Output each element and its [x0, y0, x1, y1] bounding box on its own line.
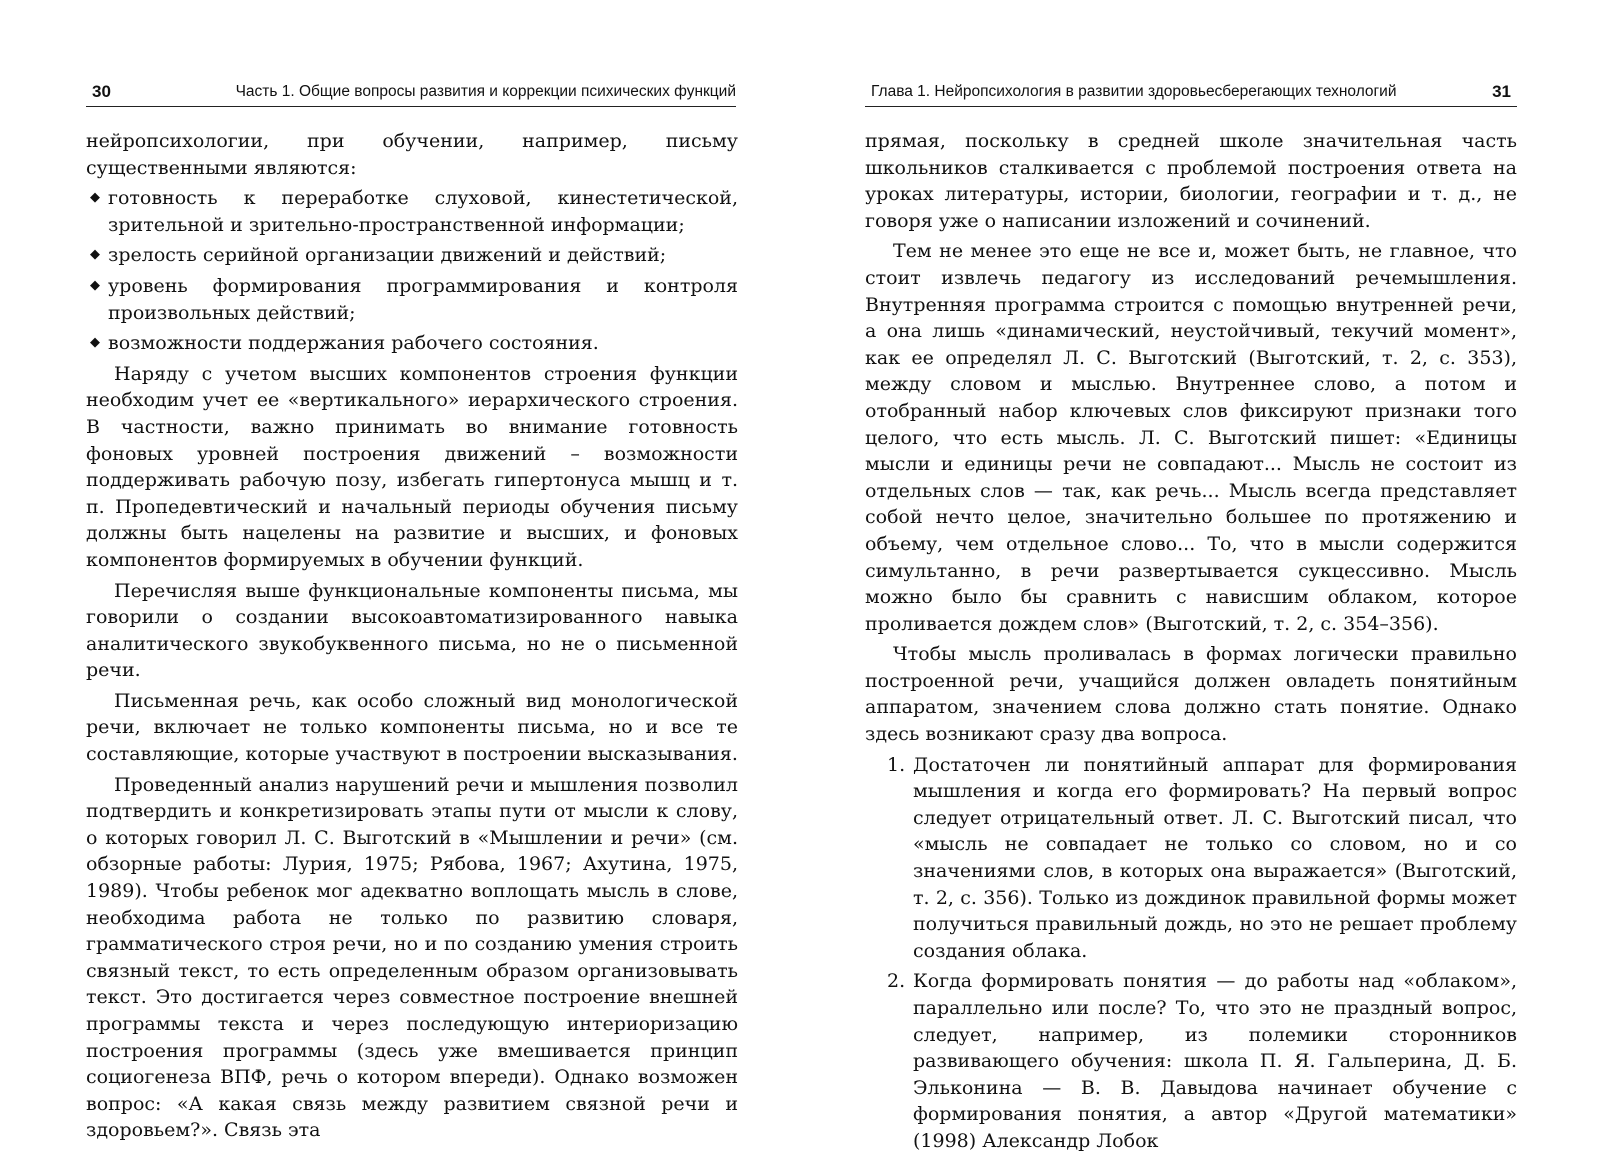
- right-running-head-title: Глава 1. Нейропсихология в развитии здоровьесберегающих технологий: [871, 83, 1397, 100]
- left-page: [0, 0, 800, 1175]
- diamond-bullet-icon: ◆: [90, 335, 100, 351]
- bullet-item: [86, 242, 738, 269]
- left-paragraph: Проведенный анализ нарушений речи и мышления позволил подтвердить и конкретизировать этапы пути от мысли к слову, о которых говорил Л. С. Выготский в «Мышлении и речи» (см. обзорные работы: Лурия, 1975; Рябова, 1967; Ахутина, 1975, 1989). Чтобы ребенок мог адекватно воплощать мысль в слове, необходима работа не только по развитию словаря, грамматического строя речи, но и по созданию умения строить связный текст, то есть определенным образом организовывать текст. Это достигается через совместное построение внешней программы текста и через последующую интериоризацию построения программы (здесь уже вмешивается принцип социогенеза ВПФ, речь о котором впереди). Однако возможен вопрос: «А какая связь между развитием связной речи и здоровьем?». Связь эта: [86, 773, 738, 1142]
- left-paragraph: Наряду с учетом высших компонентов строения функции необходим учет ее «вертикального» иерархического строения. В частности, важно принимать во внимание готовность фоновых уровней построения движений – возможности поддерживать рабочую позу, избегать гипертонуса мышц и т. п. Пропедевтический и начальный периоды обучения письму должны быть нацелены на развитие и высших, и фоновых компонентов формируемых в обучении функций.: [86, 362, 738, 571]
- bullet-item: [86, 330, 738, 357]
- diamond-bullet-icon: ◆: [90, 277, 100, 293]
- left-paragraph: Письменная речь, как особо сложный вид монологической речи, включает не только компоненты письма, но и все те составляющие, которые участвуют в построении высказывания.: [86, 689, 738, 766]
- left-bullet-list: [86, 185, 738, 357]
- left-intro-paragraph: нейропсихологии, при обучении, например, письму существенными являются:: [86, 130, 738, 179]
- left-page-number: 30: [92, 82, 111, 101]
- left-running-head: [86, 80, 736, 107]
- right-page: [815, 0, 1609, 1175]
- diamond-bullet-icon: ◆: [90, 190, 100, 206]
- right-paragraph: Тем не менее это еще не все и, может быть, не главное, что стоит извлечь педагогу из исследований речемышления. Внутренняя программа строится с помощью внутренней речи, а она лишь «динамический, неустойчивый, текучий момент», как ее определял Л. С. Выготский (Выготский, т. 2, с. 353), между словом и мыслью. Внутреннее слово, а потом и отобранный набор ключевых слов фиксируют признаки того целого, что есть мысль. Л. С. Выготский пишет: «Единицы мысли и единицы речи не совпадают... Мысль не состоит из отдельных слов — так, как речь... Мысль всегда представляет собой нечто целое, значительно большее по протяжению и объему, чем отдельное слово... То, что в мысли содержится симультанно, в речи развертывается сукцессивно. Мысль можно было бы сравнить с нависшим облаком, которое проливается дождем слов» (Выготский, т. 2, с. 354–356).: [865, 240, 1517, 635]
- left-running-head-title: Часть 1. Общие вопросы развития и коррекции психических функций: [235, 83, 736, 100]
- bullet-item: [86, 273, 738, 326]
- right-body-text: [865, 128, 1517, 1159]
- item-number: 2.: [887, 970, 906, 993]
- numbered-item-text: Когда формировать понятия — до работы над «облаком», параллельно или после? То, что это не праздный вопрос, следует, например, из полемики сторонников развивающего обучения: школа П. Я. Гальперина, Д. Б. Эльконина — В. В. Давыдова начинает обучение с формирования понятия, а автор «Другой математики» (1998) Александр Лобок: [913, 970, 1517, 1152]
- left-body-text: [86, 128, 738, 1148]
- item-number: 1.: [887, 753, 906, 776]
- diamond-bullet-icon: ◆: [90, 247, 100, 263]
- right-paragraph: Чтобы мысль проливалась в формах логически правильно построенной речи, учащийся должен овладеть понятийным аппаратом, значением слова должно стать понятие. Однако здесь возникают сразу два вопроса.: [865, 643, 1517, 746]
- numbered-item-text: Достаточен ли понятийный аппарат для формирования мышления и когда его формировать? На первый вопрос следует отрицательный ответ. Л. С. Выготский писал, что «мысль не совпадает не только со словом, но и со значениями слов, в которых она выражается» (Выготский, т. 2, с. 356). Только из дождинок правильной формы может получиться правильный дождь, но это не решает проблему создания облака.: [913, 753, 1517, 962]
- bullet-text: готовность к переработке слуховой, кинестетической, зрительной и зрительно-пространственной информации;: [108, 187, 738, 236]
- numbered-item: [865, 968, 1517, 1154]
- bullet-text: уровень формирования программирования и контроля произвольных действий;: [108, 274, 738, 324]
- right-page-number: 31: [1492, 82, 1511, 101]
- bullet-text: возможности поддержания рабочего состояния.: [108, 332, 599, 355]
- right-continuation-paragraph: прямая, поскольку в средней школе значительная часть школьников сталкивается с проблемой построения ответа на уроках литературы, истории, биологии, географии и т. д., не говоря уже о написании изложений и сочинений.: [865, 130, 1517, 232]
- numbered-item: [865, 752, 1517, 965]
- right-numbered-list: [865, 752, 1517, 1155]
- bullet-text: зрелость серийной организации движений и действий;: [108, 244, 667, 267]
- right-running-head: [865, 80, 1517, 107]
- bullet-item: [86, 185, 738, 238]
- left-paragraph: Перечисляя выше функциональные компоненты письма, мы говорили о создании высокоавтоматизированного навыка аналитического звукобуквенного письма, но не о письменной речи.: [86, 579, 738, 682]
